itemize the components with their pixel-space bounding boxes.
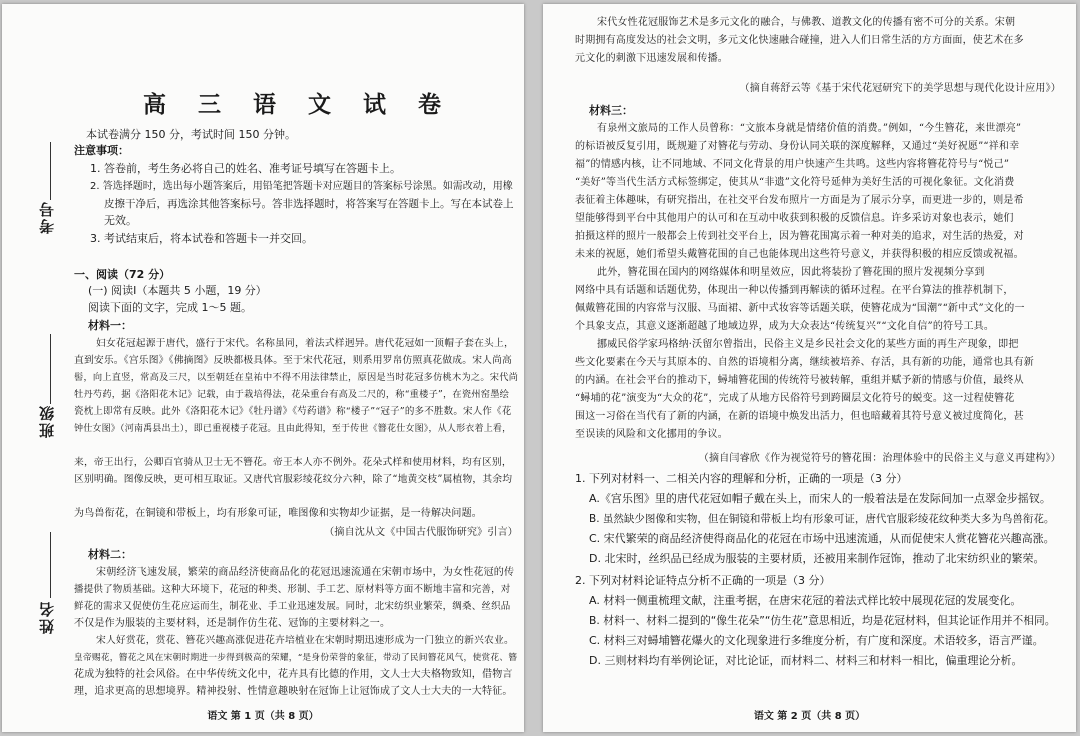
material3-line: 福”的情感内核，让不同地域、不同文化背景的用户快速产生共鸣。这些内容将簪花符号与“悦己” [575, 159, 1010, 170]
material2-line: 理，追求更高的思想境界。精神投射、性情意趣映射在冠饰上让冠饰成了文人士大夫的一大特征。 [74, 686, 513, 697]
material3-line: “美好”等当代生活方式标签绑定，使其从“非遗”文化符号延伸为美好生活的可视化象征。文化消费 [575, 177, 1015, 188]
exam-title: 高 三 语 文 试 卷 [142, 92, 454, 118]
material1-source: （摘自沈从文《中国古代服饰研究》引言） [324, 527, 518, 538]
notice-line: 皮擦干净后，再选涂其他答案标号。答非选择题时，将答案写在答题卡上。写在本试卷上 [104, 198, 514, 210]
page1-footer: 语文 第 1 页（共 8 页） [207, 711, 319, 722]
question-2-option-a: A. 材料一侧重梳理文献，注重考据，在唐宋花冠的着法式样比较中展现花冠的发展变化。 [589, 594, 1022, 607]
name-label: 姓名 [38, 600, 56, 634]
exam-number-label: 考号 [38, 200, 56, 234]
material3-line: 些文化要素在今天与其原本的、自然的语境相分离，继续被培养、存活，具有新的功能，通常也具有新 [575, 357, 1034, 368]
notice-heading: 注意事项： [74, 144, 129, 157]
material2-line: 播提供了物质基础。这种大环境下，花冠的种类、形制、手工艺、原材料等方面不断地丰富和完善，对 [74, 584, 511, 595]
material3-line: 表征着主体趣味，有研究指出，在社交平台发布照片一方面是为了展示分享，而更进一步的，则是希 [575, 195, 1024, 206]
material3-line: 的标语被反复引用，既规避了对簪花与劳动、身份认同关联的深度解释，又通过“美好祝愿”“祥和幸 [575, 141, 1020, 152]
question-2-option-d: D. 三则材料均有举例论证，对比论证，而材料二、材料三和材料一相比，偏重理论分析。 [589, 654, 1023, 667]
class-label: 班级 [38, 404, 56, 438]
material3-line: 未来的祝愿，她们希望头戴簪花围的自己也能体现出这些符号意义，并获得积极的相应反馈或祝福。 [575, 249, 1024, 260]
material2-heading: 材料二： [88, 548, 132, 561]
material3-line: 佩戴簪花围的内容常与汉服、马面裙、新中式妆容等话题关联，使簪花成为“国潮”“新中式”文化的一 [575, 303, 1025, 314]
material3-line: 有泉州文旅局的工作人员曾称：“文旅本身就是情绪价值的消费。”例如，“今生簪花，来世漂亮” [597, 123, 1022, 134]
exam-number-line [50, 142, 51, 200]
material3-line: 围这一习俗在当代有了新的内涵，在新的语境中焕发出活力，但也暗藏着其符号意义被过度简化，甚 [575, 411, 1024, 422]
material3-line: 至误读的风险和文化挪用的争议。 [575, 429, 728, 440]
material1-line: 瓷枕上即常有反映。此外《洛阳花木记》《牡丹谱》《芍药谱》称“楼子”“冠子”的多不胜数。宋人作《花 [74, 406, 512, 417]
material3-line: 网络中具有话题和话题优势，体现出一种以传播到再解读的循环过程。在平台算法的推荐机制下， [575, 285, 1014, 296]
name-line [50, 532, 51, 598]
material3-line: 此外，簪花围在国内的网络媒体和明星效应，因此将装扮了簪花围的照片发视频分享到 [597, 267, 985, 278]
reading-instruction: 阅读下面的文字，完成 1～5 题。 [88, 301, 252, 314]
material2-line: 宋人好赏花，赏花、簪花兴趣高涨促进花卉培植业在宋朝时期迅速形成为一门独立的新兴农业。 [96, 635, 514, 646]
question-1-option-a: A.《宫乐图》里的唐代花冠如帽子戴在头上，而宋人的一般着法是在发际间加一点翠金步摇钗。 [589, 492, 1051, 505]
notice-line: 2. 答选择题时，选出每小题答案后，用铅笔把答题卡对应题目的答案标号涂黑。如需改动，用橡 [90, 181, 513, 192]
material1-line: 为鸟兽衔花，在铜镜和带板上，均有形象可证，唯图像和实物却少证据，是一待解决问题。 [74, 508, 482, 519]
page2-footer: 语文 第 2 页（共 8 页） [753, 711, 866, 722]
question-2: 2. 下列对材料论证特点分析不正确的一项是（3 分） [575, 574, 831, 587]
material2-line: 鲜花的需求又促使仿生花应运而生，制花业、手工业迅速发展。同时，北宋纺织业繁荣，绸桑、丝织品 [74, 601, 511, 612]
exam-intro: 本试卷满分 150 分，考试时间 150 分钟。 [86, 128, 296, 141]
exam-page-1 [2, 4, 524, 732]
material3-line: “蟳埔的花”演变为“大众的花”，完成了从地方民俗符号到跨圈层文化符号的蜕变。这一过程使簪花 [575, 393, 1015, 404]
question-1-option-c: C. 宋代繁荣的商品经济使得商品化的花冠在市场中迅速流通，从而促使宋人赏花簪花兴趣高涨。 [589, 532, 1055, 545]
material2-line: 皇帝赐花，簪花之风在宋朝时期进一步得到极高的荣耀，“是身份荣誉的象征，带动了民间簪花风气，使赏花、簪 [74, 653, 518, 663]
material3-source: （摘自闫睿欣《作为视觉符号的簪花围：治理体验中的民俗主义与意义再建构》） [698, 453, 1061, 464]
material3-line: 拍摄这样的照片一般都会上传到社交平台上，因为簪花围寓示着一种对美的追求，对生活的热爱，对 [575, 231, 1024, 242]
notice-line: 1. 答卷前，考生务必将自己的姓名、准考证号填写在答题卡上。 [90, 162, 401, 175]
class-line [50, 334, 51, 404]
material2-source: （摘自蒋舒云等《基于宋代花冠研究下的美学思想与现代化设计应用》） [739, 83, 1061, 94]
question-2-option-b: B. 材料一、材料二提到的“像生花朵”“仿生花”意思相近，均是花冠材料，但其论证作用并不相同。 [589, 614, 1056, 627]
material1-line: 直到安乐。《宫乐图》《佛摘图》反映都极具体。至于宋代花冠，则系用罗帛仿照真花做成。宋人尚高 [74, 355, 512, 366]
material2-cont-line: 元文化的刺激下迅速发展和传播。 [575, 53, 728, 64]
notice-line: 无效。 [104, 214, 137, 227]
notice-line: 3. 考试结束后，将本试卷和答题卡一并交回。 [90, 232, 313, 245]
question-2-option-c: C. 材料三对蟳埔簪花爆火的文化现象进行多维度分析，有广度和深度。术语较多，语言严谨。 [589, 634, 1044, 647]
question-1-option-d: D. 北宋时，丝织品已经成为服装的主要材质，还被用来制作冠饰，推动了北宋纺织业的繁荣。 [589, 552, 1045, 565]
material1-line: 来，帝王出行，公卿百官骑从卫士无不簪花。帝王本人亦不例外。花朵式样和使用材料，均有区别， [74, 457, 512, 468]
material1-line: 钟仕女图》（河南禹县出土），即已重视楼子花冠。且由此得知，至于传世《簪花仕女图》，从人形衣着上看， [74, 424, 512, 434]
material3-line: 望能够得到平台中其他用户的认可和在互动中收获到积极的反馈信息。许多采访对象也表示，她们 [575, 213, 1014, 224]
question-1: 1. 下列对材料一、二相关内容的理解和分析，正确的一项是（3 分） [575, 472, 908, 485]
subsection-heading: (一) 阅读Ⅰ（本题共 5 小题，19 分） [88, 284, 267, 297]
exam-page-2 [543, 4, 1076, 732]
material3-line: 挪威民俗学家玛格纳·沃留尔曾指出，民俗主义是乡民社会文化的某些方面的再生产现象，即把 [597, 339, 1019, 350]
material1-heading: 材料一： [88, 319, 132, 332]
material1-line: 区别明确。图像反映，更可相互取证。又唐代官服彩绫花纹分六种，除了“地黄交枝”属植物，其余均 [74, 474, 513, 485]
material2-line: 花成为独特的社会风俗。在中华传统文化中，花卉具有比德的作用，文人士大夫格物致知，借物言 [74, 669, 513, 680]
question-1-option-b: B. 虽然缺少图像和实物，但在铜镜和带板上均有形象可证，唐代官服彩绫花纹种类大多为鸟兽衔花。 [589, 513, 1055, 525]
material3-heading: 材料三： [589, 104, 633, 117]
material1-line: 牡丹芍药，据《洛阳花木记》记载，由于栽培得法，花朵重台有高及二尺的，称“重楼子”，在瓷州窑墨绘 [74, 389, 510, 400]
material3-line: 个具象支点，其意义逐渐超越了地域边界，成为大众表达“传统复兴”“文化自信”的符号工具。 [575, 321, 995, 332]
material2-cont-line: 宋代女性花冠服饰艺术是多元文化的融合，与佛教、道教文化的传播有密不可分的关系。宋朝 [597, 17, 1016, 28]
material3-line: 的内涵。在社会平台的推动下，蟳埔簪花围的传统符号被转解，重组并赋予新的情感与价值，最终从 [575, 375, 1024, 386]
material1-line: 妇女花冠起源于唐代，盛行于宋代。名称虽同，着法式样迥异。唐代花冠如一顶帽子套在头上， [96, 338, 514, 349]
material2-line: 宋朝经济飞速发展，繁荣的商品经济使商品化的花冠迅速流通在宋朝市场中，为女性花冠的传 [96, 567, 515, 578]
section-heading: 一、阅读（72 分） [74, 268, 171, 281]
material2-cont-line: 时期拥有高度发达的社会文明，多元文化快速融合碰撞，进入人们日常生活的方方面面，使艺术在多 [575, 35, 1024, 46]
material1-line: 髻，向上直竖，常高及三尺，以至朝廷在皇祐中不得不用法律禁止，原因是当时花冠多仿桃木为之。宋代尚 [74, 372, 519, 383]
material2-line: 不仅是作为服装的主要材料，还是制作仿生花、冠饰的主要材料之一。 [74, 618, 391, 629]
